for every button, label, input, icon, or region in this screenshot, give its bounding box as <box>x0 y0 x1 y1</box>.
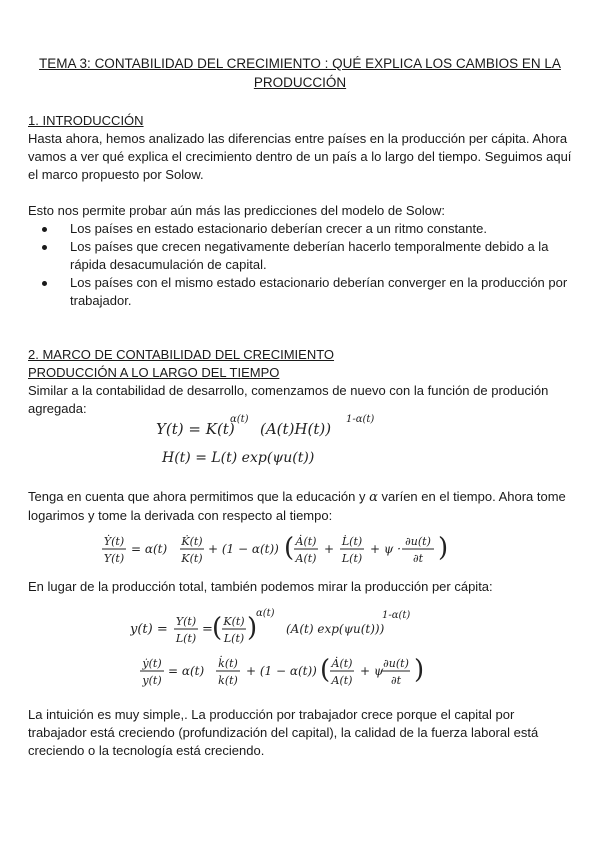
page-title <box>20 54 580 92</box>
predictions-list <box>28 220 576 310</box>
section-2-subheading: PRODUCCIÓN A LO LARGO DEL TIEMPO <box>28 365 280 380</box>
section-1-heading: 1. INTRODUCCIÓN <box>28 113 144 128</box>
intro-paragraph: Hasta ahora, hemos analizado las diferencias entre países en la producción per cápita. Ahora vamos a ver qué explica el crecimiento dentro de un país a lo largo del tiempo. Seguimos aquí el marco propuesto por Solow. <box>28 131 572 182</box>
svg-text:+ ψ: + ψ <box>360 664 384 678</box>
svg-text:y(t): y(t) <box>142 674 162 687</box>
solow-predictions <box>28 202 576 310</box>
svg-text:): ) <box>247 613 258 643</box>
title-line-2: PRODUCCIÓN <box>253 75 347 90</box>
eq3-du: ∂u(t) <box>405 535 431 548</box>
svg-text:): ) <box>438 533 449 563</box>
svg-text:k̇(t): k̇(t) <box>218 657 238 670</box>
eq4-tech-term: (A(t) exp(ψu(t))) <box>286 622 385 636</box>
list-item: Los países en estado estacionario deberían crecer a un ritmo constante. <box>28 220 576 238</box>
eq3-a-dot: Ȧ(t) <box>295 535 317 548</box>
svg-text:(: ( <box>284 533 295 563</box>
bullet-icon <box>42 227 47 232</box>
svg-text:(: ( <box>212 613 223 643</box>
eq1-ah-term: (A(t)H(t)) <box>260 420 332 438</box>
per-capita-text: En lugar de la producción total, también podemos mirar la producción per cápita: <box>28 579 493 594</box>
svg-text:L(t): L(t) <box>175 632 197 645</box>
log-derivative-text: Tenga en cuenta que ahora permitimos que la educación y α varíen en el tiempo. Ahora tome logarimos y tome la derivada con respecto al tiempo: <box>28 489 566 523</box>
list-item: Los países con el mismo estado estacionario deberían converger en la producción por trabajador. <box>28 274 576 310</box>
svg-text:Y(t): Y(t) <box>175 615 197 628</box>
svg-text:K(t): K(t) <box>223 615 245 628</box>
predictions-intro: Esto nos permite probar aún más las predicciones del modelo de Solow: <box>28 203 445 218</box>
eq3-y: Y(t) <box>103 552 125 565</box>
svg-text:∂t: ∂t <box>390 674 402 687</box>
eq3-k-dot: K̇(t) <box>181 535 203 548</box>
eq3-a: A(t) <box>295 552 317 565</box>
eq3-psi: + ψ · <box>370 542 401 556</box>
eq3-l-dot: L̇(t) <box>341 535 363 548</box>
svg-text:+: + <box>324 542 335 556</box>
eq3-l: L(t) <box>341 552 363 565</box>
svg-text:(: ( <box>320 655 331 685</box>
svg-text:= α(t): = α(t) <box>168 664 205 678</box>
section-introduction <box>28 112 576 184</box>
bullet-icon <box>42 281 47 286</box>
svg-text:L(t): L(t) <box>223 632 245 645</box>
equation-svg-4 <box>130 606 430 652</box>
eq4-exponent-one-minus-alpha: 1-α(t) <box>382 610 411 621</box>
bullet-icon <box>42 245 47 250</box>
svg-text:=: = <box>202 622 213 637</box>
list-item: Los países que crecen negativamente deberían hacerlo temporalmente debido a la rápida desacumulación de capital. <box>28 238 576 274</box>
eq3-y-dot: Ẏ(t) <box>103 535 125 548</box>
eq1-main: Y(t) = K(t) <box>156 420 235 438</box>
eq4-exponent-alpha: α(t) <box>256 608 275 619</box>
svg-text:): ) <box>414 655 425 685</box>
eq3-k: K(t) <box>181 552 203 565</box>
eq1-exponent-one-minus-alpha: 1-α(t) <box>346 414 375 425</box>
equation-svg-5 <box>140 652 430 692</box>
eq3-dt: ∂t <box>412 552 424 565</box>
equation-growth-decomposition <box>98 530 458 570</box>
eq1-exponent-alpha: α(t) <box>230 414 249 425</box>
equation-svg-1 <box>150 408 470 472</box>
svg-text:ẏ(t): ẏ(t) <box>142 657 162 670</box>
eq4-y-lower: y(t) = <box>130 622 168 637</box>
eq3-one-minus-alpha: + (1 − α(t)) <box>208 542 279 556</box>
svg-text:∂u(t): ∂u(t) <box>383 657 409 670</box>
svg-text:A(t): A(t) <box>331 674 353 687</box>
eq2-human-capital: H(t) = L(t) exp(ψu(t)) <box>162 450 315 466</box>
intuition-text: La intuición es muy simple,. La producción por trabajador crece porque el capital por trabajador está creciendo (profundización del capital), la calidad de la fuerza laboral está creciendo o la tecnología está creciendo. <box>28 707 539 758</box>
alpha-symbol: α <box>369 490 378 505</box>
production-function-intro: Similar a la contabilidad de desarrollo, comenzamos de nuevo con la función de produción agregada: <box>28 383 549 416</box>
equation-production-function <box>150 408 470 472</box>
svg-text:+ (1 − α(t)): + (1 − α(t)) <box>246 664 317 678</box>
eq3-alpha-coef: = α(t) <box>131 542 168 556</box>
equation-output-per-worker <box>130 606 430 652</box>
title-line-1: TEMA 3: CONTABILIDAD DEL CRECIMIENTO : QUÉ EXPLICA LOS CAMBIOS EN LA <box>39 56 561 71</box>
svg-text:k(t): k(t) <box>218 674 238 687</box>
equation-growth-per-worker <box>140 652 430 692</box>
svg-text:Ȧ(t): Ȧ(t) <box>331 657 353 670</box>
equation-svg-3 <box>98 530 458 570</box>
section-2-heading: 2. MARCO DE CONTABILIDAD DEL CRECIMIENTO <box>28 347 335 362</box>
